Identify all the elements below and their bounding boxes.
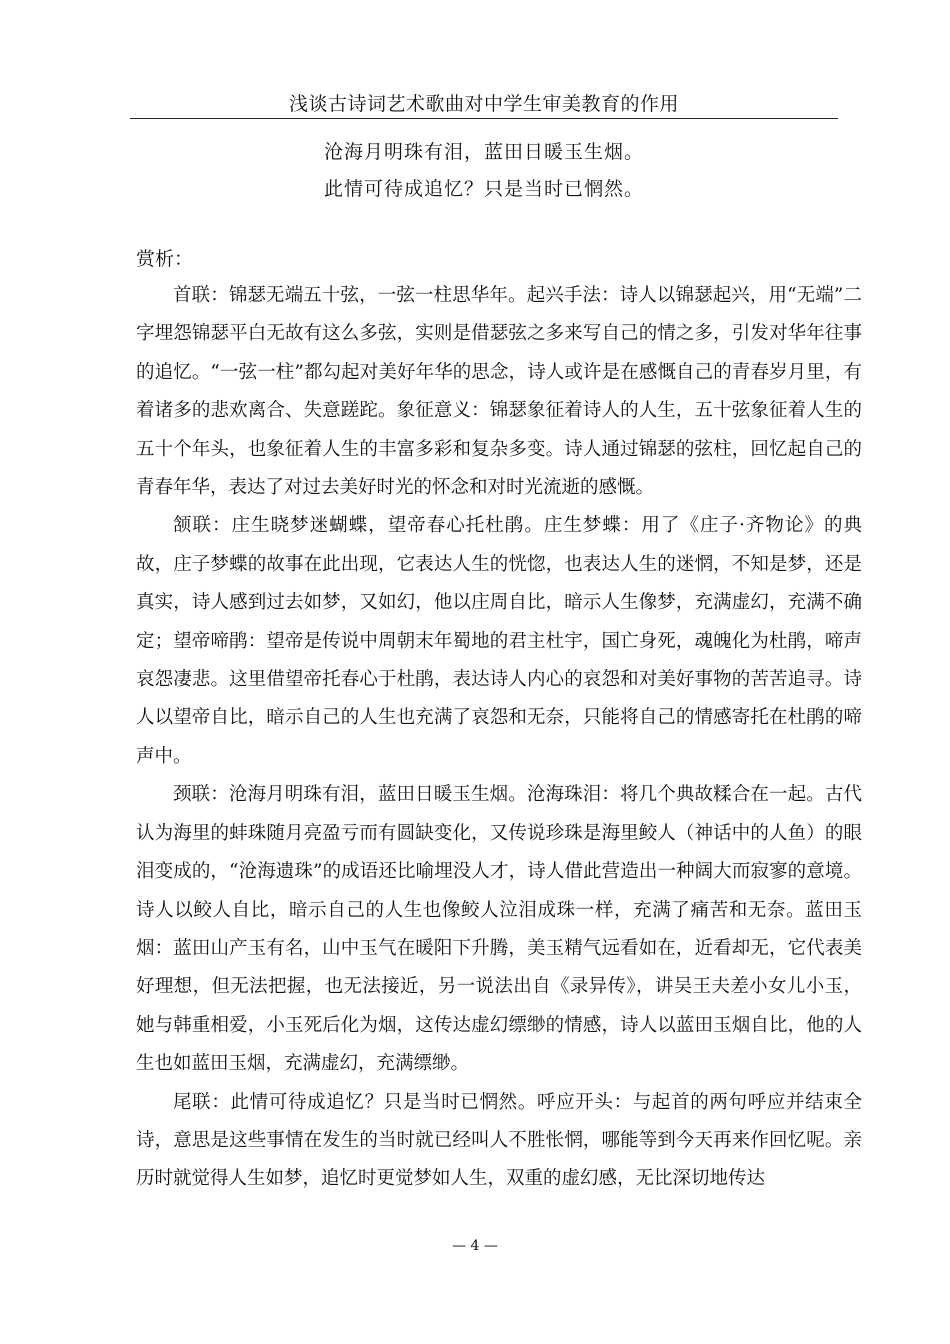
running-header-title: 浅谈古诗词艺术歌曲对中学生审美教育的作用 [288, 93, 679, 115]
page-number: — 4 — [452, 1238, 498, 1254]
paragraph-weilian: 尾联：此情可待成追忆？只是当时已惘然。呼应开头：与起首的两句呼应并结束全诗，意思是这些事情在发生的当时就已经叫人不胜怅惘，哪能等到今天再来作回忆呢。亲历时就觉得人生如梦，追忆时更觉梦如人生，双重的虚幻感，无比深切地传达 [136, 1091, 862, 1190]
paragraph-shoulian: 首联：锦瑟无端五十弦，一弦一柱思华年。起兴手法：诗人以锦瑟起兴，用“无端”二字埋怨锦瑟平白无故有这么多弦，实则是借瑟弦之多来写自己的情之多，引发对华年往事的追忆。“一弦一柱”都勾起对美好年华的思念，诗人或许是在感慨自己的青春岁月里，有着诸多的悲欢离合、失意蹉跎。象征意义：锦瑟象征着诗人的人生，五十弦象征着人生的五十个年头，也象征着人生的丰富多彩和复杂多变。诗人通过锦瑟的弦柱，回忆起自己的青春年华，表达了对过去美好时光的怀念和对时光流逝的感慨。 [136, 285, 862, 499]
header-rule [130, 118, 838, 119]
paragraph-jinglian: 颈联：沧海月明珠有泪，蓝田日暖玉生烟。沧海珠泪：将几个典故糅合在一起。古代认为海里的蚌珠随月亮盈亏而有圆缺变化，又传说珍珠是海里鲛人（神话中的人鱼）的眼泪变成的，“沧海遗珠”的成语还比喻埋没人才，诗人借此营造出一种阔大而寂寥的意境。诗人以鲛人自比，暗示自己的人生也像鲛人泣泪成珠一样，充满了痛苦和无奈。蓝田玉烟：蓝田山产玉有名，山中玉气在暖阳下升腾，美玉精气远看如在，近看却无，它代表美好理想，但无法把握，也无法接近，另一说法出自《录异传》，讲吴王夫差小女儿小玉，她与韩重相爱，小玉死后化为烟，这传达虚幻缥缈的情感，诗人以蓝田玉烟自比，他的人生也如蓝田玉烟，充满虚幻，充满缥缈。 [136, 784, 862, 1075]
analysis-body [136, 277, 862, 1199]
poem-line: 此情可待成追忆？只是当时已惘然。 [323, 178, 644, 200]
paragraph-hanlian: 颔联：庄生晓梦迷蝴蝶，望帝春心托杜鹃。庄生梦蝶：用了《庄子·齐物论》的典故，庄子梦蝶的故事在此出现，它表达人生的恍惚，也表达人生的迷惘，不知是梦，还是真实，诗人感到过去如梦，又如幻，他以庄周自比，暗示人生像梦，充满虚幻，充满不确定；望帝啼鹃：望帝是传说中周朝末年蜀地的君主杜宇，国亡身死，魂魄化为杜鹃，啼声哀怨凄悲。这里借望帝托春心于杜鹃，表达诗人内心的哀怨和对美好事物的苦苦追寻。诗人以望帝自比，暗示自己的人生也充满了哀怨和无奈，只能将自己的情感寄托在杜鹃的啼声中。 [136, 515, 862, 767]
section-heading: 赏析： [136, 248, 194, 270]
poem-line: 沧海月明珠有泪，蓝田日暖玉生烟。 [323, 141, 644, 163]
